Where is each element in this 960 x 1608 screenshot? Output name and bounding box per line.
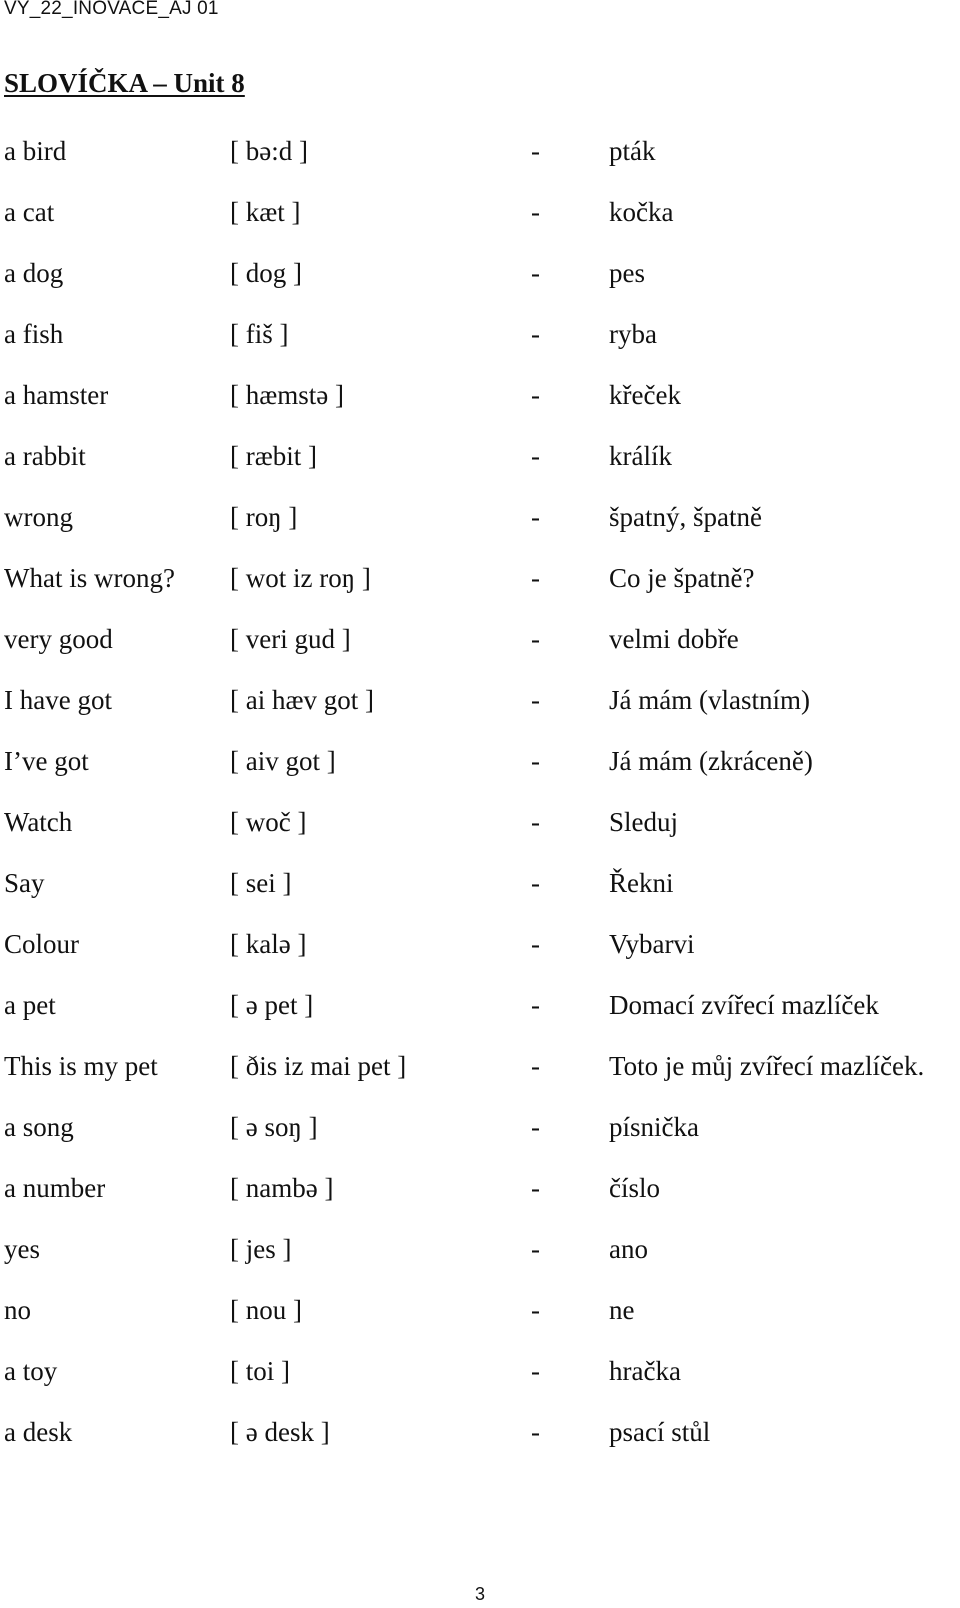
vocab-row xyxy=(0,1158,960,1219)
vocab-czech: pták xyxy=(609,136,656,166)
vocab-english: This is my pet xyxy=(4,1051,158,1081)
vocab-pronunciation: [ veri gud ] xyxy=(230,624,351,654)
vocab-pronunciation: [ toi ] xyxy=(230,1356,290,1386)
vocab-english: Colour xyxy=(4,929,80,959)
vocab-row xyxy=(0,792,960,853)
vocab-row xyxy=(0,1280,960,1341)
vocab-pronunciation: [ kalə ] xyxy=(230,929,307,959)
vocab-czech: Domací zvířecí mazlíček xyxy=(609,990,879,1020)
vocab-pronunciation: [ woč ] xyxy=(230,807,307,837)
vocab-czech: ne xyxy=(609,1295,635,1325)
vocab-dash: - xyxy=(531,563,540,593)
vocab-row xyxy=(0,182,960,243)
vocab-english: I’ve got xyxy=(4,746,89,776)
vocab-dash: - xyxy=(531,319,540,349)
vocab-czech: psací stůl xyxy=(609,1417,711,1447)
vocab-pronunciation: [ bə:d ] xyxy=(230,136,308,166)
vocabulary-list xyxy=(0,121,960,1463)
document-header: VY_22_INOVACE_AJ 01 xyxy=(4,0,219,19)
vocab-czech: křeček xyxy=(609,380,681,410)
vocab-czech: písnička xyxy=(609,1112,699,1142)
vocab-dash: - xyxy=(531,502,540,532)
vocab-pronunciation: [ kæt ] xyxy=(230,197,301,227)
vocab-pronunciation: [ ə desk ] xyxy=(230,1417,330,1447)
vocab-dash: - xyxy=(531,929,540,959)
vocab-english: no xyxy=(4,1295,31,1325)
vocab-pronunciation: [ fiš ] xyxy=(230,319,289,349)
vocab-row xyxy=(0,548,960,609)
vocab-pronunciation: [ jes ] xyxy=(230,1234,292,1264)
vocab-pronunciation: [ sei ] xyxy=(230,868,292,898)
vocab-dash: - xyxy=(531,1295,540,1325)
vocab-english: Say xyxy=(4,868,45,898)
vocab-dash: - xyxy=(531,1112,540,1142)
vocab-czech: špatný, špatně xyxy=(609,502,762,532)
vocab-english: a fish xyxy=(4,319,64,349)
vocab-row xyxy=(0,609,960,670)
vocab-row xyxy=(0,1036,960,1097)
vocab-czech: hračka xyxy=(609,1356,681,1386)
vocab-english: Watch xyxy=(4,807,73,837)
vocab-english: a dog xyxy=(4,258,64,288)
vocab-row xyxy=(0,731,960,792)
vocab-dash: - xyxy=(531,868,540,898)
vocab-english: a pet xyxy=(4,990,56,1020)
vocab-czech: pes xyxy=(609,258,645,288)
vocab-czech: Vybarvi xyxy=(609,929,695,959)
vocab-pronunciation: [ ai hæv got ] xyxy=(230,685,374,715)
vocab-english: a cat xyxy=(4,197,55,227)
vocab-english: a number xyxy=(4,1173,106,1203)
vocab-pronunciation: [ nambə ] xyxy=(230,1173,334,1203)
page-title: SLOVÍČKA – Unit 8 xyxy=(4,68,245,98)
vocab-english: a bird xyxy=(4,136,67,166)
vocab-pronunciation: [ ðis iz mai pet ] xyxy=(230,1051,407,1081)
vocab-dash: - xyxy=(531,807,540,837)
vocab-dash: - xyxy=(531,1051,540,1081)
vocab-dash: - xyxy=(531,1173,540,1203)
vocab-dash: - xyxy=(531,1356,540,1386)
vocab-dash: - xyxy=(531,1417,540,1447)
vocab-pronunciation: [ ræbit ] xyxy=(230,441,317,471)
vocab-czech: Sleduj xyxy=(609,807,679,837)
vocab-row xyxy=(0,853,960,914)
vocab-dash: - xyxy=(531,624,540,654)
vocab-row xyxy=(0,121,960,182)
vocab-czech: Co je špatně? xyxy=(609,563,755,593)
vocab-czech: Já mám (vlastním) xyxy=(609,685,810,715)
vocab-czech: Já mám (zkráceně) xyxy=(609,746,813,776)
vocab-english: I have got xyxy=(4,685,112,715)
vocab-pronunciation: [ dog ] xyxy=(230,258,302,288)
vocab-pronunciation: [ ə pet ] xyxy=(230,990,314,1020)
vocab-english: a desk xyxy=(4,1417,73,1447)
vocab-pronunciation: [ ə soŋ ] xyxy=(230,1112,318,1142)
vocab-row xyxy=(0,243,960,304)
vocab-dash: - xyxy=(531,1234,540,1264)
vocab-pronunciation: [ wot iz roŋ ] xyxy=(230,563,371,593)
vocab-english: a rabbit xyxy=(4,441,86,471)
vocab-dash: - xyxy=(531,990,540,1020)
vocab-row xyxy=(0,1402,960,1463)
vocab-dash: - xyxy=(531,136,540,166)
vocab-dash: - xyxy=(531,258,540,288)
vocab-row xyxy=(0,487,960,548)
vocab-english: a song xyxy=(4,1112,74,1142)
vocab-english: very good xyxy=(4,624,113,654)
vocab-row xyxy=(0,304,960,365)
vocab-english: a toy xyxy=(4,1356,58,1386)
vocab-row xyxy=(0,670,960,731)
vocab-english: a hamster xyxy=(4,380,109,410)
vocab-dash: - xyxy=(531,197,540,227)
vocab-row xyxy=(0,1097,960,1158)
vocab-row xyxy=(0,975,960,1036)
vocab-english: What is wrong? xyxy=(4,563,175,593)
vocab-dash: - xyxy=(531,746,540,776)
vocab-pronunciation: [ nou ] xyxy=(230,1295,302,1325)
vocab-row xyxy=(0,426,960,487)
vocab-dash: - xyxy=(531,441,540,471)
page-number: 3 xyxy=(474,1584,485,1604)
vocab-czech: ryba xyxy=(609,319,657,349)
vocab-czech: Řekni xyxy=(609,868,674,898)
vocab-english: yes xyxy=(4,1234,40,1264)
vocab-row xyxy=(0,1219,960,1280)
vocab-pronunciation: [ hæmstə ] xyxy=(230,380,344,410)
vocab-row xyxy=(0,365,960,426)
vocab-czech: číslo xyxy=(609,1173,660,1203)
vocab-czech: ano xyxy=(609,1234,648,1264)
vocab-english: wrong xyxy=(4,502,73,532)
vocab-dash: - xyxy=(531,685,540,715)
vocab-pronunciation: [ roŋ ] xyxy=(230,502,298,532)
vocab-czech: Toto je můj zvířecí mazlíček. xyxy=(609,1051,925,1081)
vocab-row xyxy=(0,1341,960,1402)
vocab-row xyxy=(0,914,960,975)
vocab-czech: kočka xyxy=(609,197,674,227)
vocab-czech: velmi dobře xyxy=(609,624,739,654)
vocab-czech: králík xyxy=(609,441,672,471)
vocab-pronunciation: [ aiv got ] xyxy=(230,746,336,776)
vocab-dash: - xyxy=(531,380,540,410)
